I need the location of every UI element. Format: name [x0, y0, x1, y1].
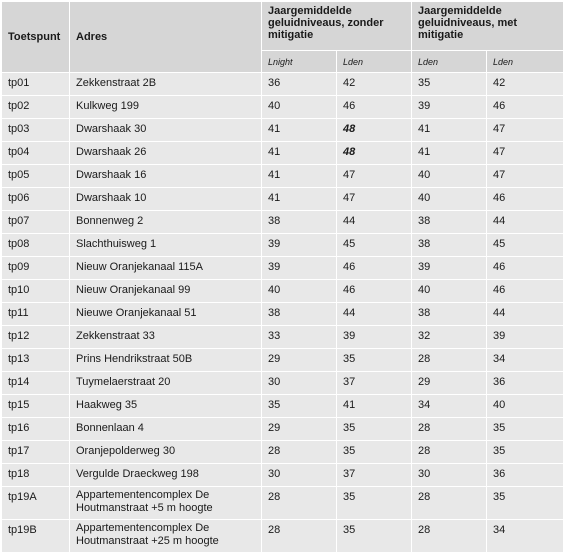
cell-lden-without: 42 [337, 73, 412, 96]
header-lnight-without: Lnight [262, 51, 337, 73]
cell-lnight-with: 29 [412, 372, 487, 395]
cell-lnight-without: 28 [262, 520, 337, 553]
cell-lden-with: 36 [487, 464, 564, 487]
table-row [2, 326, 564, 349]
table-row [2, 211, 564, 234]
cell-lnight-without: 35 [262, 395, 337, 418]
cell-lnight-with: 41 [412, 119, 487, 142]
table-row [2, 520, 564, 553]
cell-lnight-with: 40 [412, 165, 487, 188]
cell-lnight-with: 28 [412, 349, 487, 372]
cell-lnight-with: 35 [412, 73, 487, 96]
cell-toetspunt: tp14 [2, 372, 70, 395]
cell-lden-with: 34 [487, 520, 564, 553]
cell-adres: Appartementencomplex De Houtmanstraat +25 m hoogte [70, 520, 262, 553]
cell-lden-without: 35 [337, 487, 412, 520]
cell-adres: Appartementencomplex De Houtmanstraat +5 m hoogte [70, 487, 262, 520]
cell-adres: Oranjepolderweg 30 [70, 441, 262, 464]
cell-lden-without: 41 [337, 395, 412, 418]
cell-lden-with: 47 [487, 165, 564, 188]
cell-adres: Dwarshaak 10 [70, 188, 262, 211]
cell-adres: Tuymelaerstraat 20 [70, 372, 262, 395]
cell-lden-with: 35 [487, 441, 564, 464]
cell-lden-without: 46 [337, 96, 412, 119]
cell-toetspunt: tp17 [2, 441, 70, 464]
cell-lden-with: 35 [487, 418, 564, 441]
cell-lnight-without: 40 [262, 96, 337, 119]
table-row [2, 165, 564, 188]
cell-lden-with: 42 [487, 73, 564, 96]
cell-adres: Vergulde Draeckweg 198 [70, 464, 262, 487]
cell-lnight-without: 33 [262, 326, 337, 349]
cell-lnight-without: 29 [262, 349, 337, 372]
table-header [2, 2, 564, 73]
cell-lden-without: 35 [337, 418, 412, 441]
cell-lnight-with: 28 [412, 418, 487, 441]
cell-toetspunt: tp15 [2, 395, 70, 418]
cell-lden-with: 35 [487, 487, 564, 520]
cell-lnight-without: 41 [262, 142, 337, 165]
cell-adres: Nieuw Oranjekanaal 99 [70, 280, 262, 303]
table-row [2, 96, 564, 119]
cell-lden-with: 44 [487, 211, 564, 234]
cell-lden-with: 39 [487, 326, 564, 349]
cell-lden-with: 46 [487, 96, 564, 119]
cell-lnight-without: 36 [262, 73, 337, 96]
cell-lnight-with: 38 [412, 303, 487, 326]
cell-lnight-without: 29 [262, 418, 337, 441]
cell-lnight-with: 39 [412, 96, 487, 119]
table-row [2, 418, 564, 441]
cell-lnight-without: 41 [262, 119, 337, 142]
cell-toetspunt: tp19B [2, 520, 70, 553]
header-adres: Adres [70, 2, 262, 73]
cell-adres: Prins Hendrikstraat 50B [70, 349, 262, 372]
header-lden-with: Lden [487, 51, 564, 73]
noise-levels-table [1, 1, 564, 553]
cell-adres: Dwarshaak 30 [70, 119, 262, 142]
cell-adres: Zekkenstraat 33 [70, 326, 262, 349]
cell-lnight-with: 34 [412, 395, 487, 418]
cell-lden-without: 35 [337, 520, 412, 553]
table-row [2, 280, 564, 303]
cell-toetspunt: tp03 [2, 119, 70, 142]
cell-lnight-with: 38 [412, 211, 487, 234]
cell-lden-without: 35 [337, 441, 412, 464]
cell-toetspunt: tp10 [2, 280, 70, 303]
table-row [2, 441, 564, 464]
cell-adres: Zekkenstraat 2B [70, 73, 262, 96]
cell-lden-with: 44 [487, 303, 564, 326]
cell-lnight-with: 28 [412, 441, 487, 464]
cell-lden-with: 34 [487, 349, 564, 372]
cell-lnight-without: 30 [262, 464, 337, 487]
cell-adres: Dwarshaak 26 [70, 142, 262, 165]
cell-adres: Nieuwe Oranjekanaal 51 [70, 303, 262, 326]
cell-lden-without: 44 [337, 303, 412, 326]
cell-adres: Bonnenweg 2 [70, 211, 262, 234]
table-row [2, 142, 564, 165]
cell-lnight-without: 30 [262, 372, 337, 395]
cell-lden-with: 47 [487, 119, 564, 142]
table-row [2, 303, 564, 326]
cell-adres: Dwarshaak 16 [70, 165, 262, 188]
cell-toetspunt: tp18 [2, 464, 70, 487]
cell-lden-with: 40 [487, 395, 564, 418]
cell-adres: Nieuw Oranjekanaal 115A [70, 257, 262, 280]
cell-lden-without-exceedance: 48 [337, 119, 412, 142]
cell-lden-without: 39 [337, 326, 412, 349]
cell-toetspunt: tp13 [2, 349, 70, 372]
table-row [2, 464, 564, 487]
cell-toetspunt: tp04 [2, 142, 70, 165]
cell-adres: Slachthuisweg 1 [70, 234, 262, 257]
cell-lnight-with: 40 [412, 280, 487, 303]
cell-toetspunt: tp16 [2, 418, 70, 441]
cell-lnight-with: 40 [412, 188, 487, 211]
cell-lden-without: 47 [337, 165, 412, 188]
cell-lnight-without: 40 [262, 280, 337, 303]
cell-adres: Kulkweg 199 [70, 96, 262, 119]
cell-lden-without: 35 [337, 349, 412, 372]
table-row [2, 257, 564, 280]
cell-lnight-without: 41 [262, 165, 337, 188]
cell-lden-without: 46 [337, 280, 412, 303]
cell-adres: Bonnenlaan 4 [70, 418, 262, 441]
cell-toetspunt: tp08 [2, 234, 70, 257]
cell-lden-without: 47 [337, 188, 412, 211]
cell-lnight-with: 39 [412, 257, 487, 280]
cell-lden-without: 44 [337, 211, 412, 234]
header-lden-without: Lden [337, 51, 412, 73]
cell-toetspunt: tp06 [2, 188, 70, 211]
table-row [2, 372, 564, 395]
cell-lnight-with: 28 [412, 520, 487, 553]
cell-toetspunt: tp07 [2, 211, 70, 234]
table-row [2, 188, 564, 211]
cell-lden-with: 46 [487, 257, 564, 280]
cell-lnight-without: 41 [262, 188, 337, 211]
table-row [2, 73, 564, 96]
cell-lden-without-exceedance: 48 [337, 142, 412, 165]
cell-lden-with: 46 [487, 188, 564, 211]
cell-lden-without: 46 [337, 257, 412, 280]
cell-lnight-with: 38 [412, 234, 487, 257]
table-row [2, 119, 564, 142]
header-without-mitigation: Jaargemiddelde geluidniveaus, zonder mitigatie [262, 2, 412, 51]
cell-toetspunt: tp12 [2, 326, 70, 349]
cell-lden-without: 37 [337, 372, 412, 395]
cell-lden-without: 45 [337, 234, 412, 257]
cell-toetspunt: tp09 [2, 257, 70, 280]
table-row [2, 487, 564, 520]
cell-toetspunt: tp01 [2, 73, 70, 96]
cell-lnight-with: 32 [412, 326, 487, 349]
cell-toetspunt: tp19A [2, 487, 70, 520]
cell-toetspunt: tp02 [2, 96, 70, 119]
cell-lnight-with: 30 [412, 464, 487, 487]
header-toetspunt: Toetspunt [2, 2, 70, 73]
table-body [2, 73, 564, 553]
cell-lden-with: 46 [487, 280, 564, 303]
cell-lnight-without: 28 [262, 441, 337, 464]
cell-toetspunt: tp11 [2, 303, 70, 326]
cell-lnight-without: 38 [262, 303, 337, 326]
cell-lnight-with: 41 [412, 142, 487, 165]
cell-lnight-without: 39 [262, 234, 337, 257]
cell-lden-with: 45 [487, 234, 564, 257]
cell-lnight-without: 39 [262, 257, 337, 280]
cell-lden-with: 36 [487, 372, 564, 395]
table-row [2, 234, 564, 257]
header-with-mitigation: Jaargemiddelde geluidniveaus, met mitigatie [412, 2, 564, 51]
cell-adres: Haakweg 35 [70, 395, 262, 418]
cell-toetspunt: tp05 [2, 165, 70, 188]
table-row [2, 395, 564, 418]
cell-lden-without: 37 [337, 464, 412, 487]
cell-lnight-with: 28 [412, 487, 487, 520]
table-row [2, 349, 564, 372]
cell-lnight-without: 38 [262, 211, 337, 234]
cell-lnight-without: 28 [262, 487, 337, 520]
cell-lden-with: 47 [487, 142, 564, 165]
header-lnight-with: Lden [412, 51, 487, 73]
